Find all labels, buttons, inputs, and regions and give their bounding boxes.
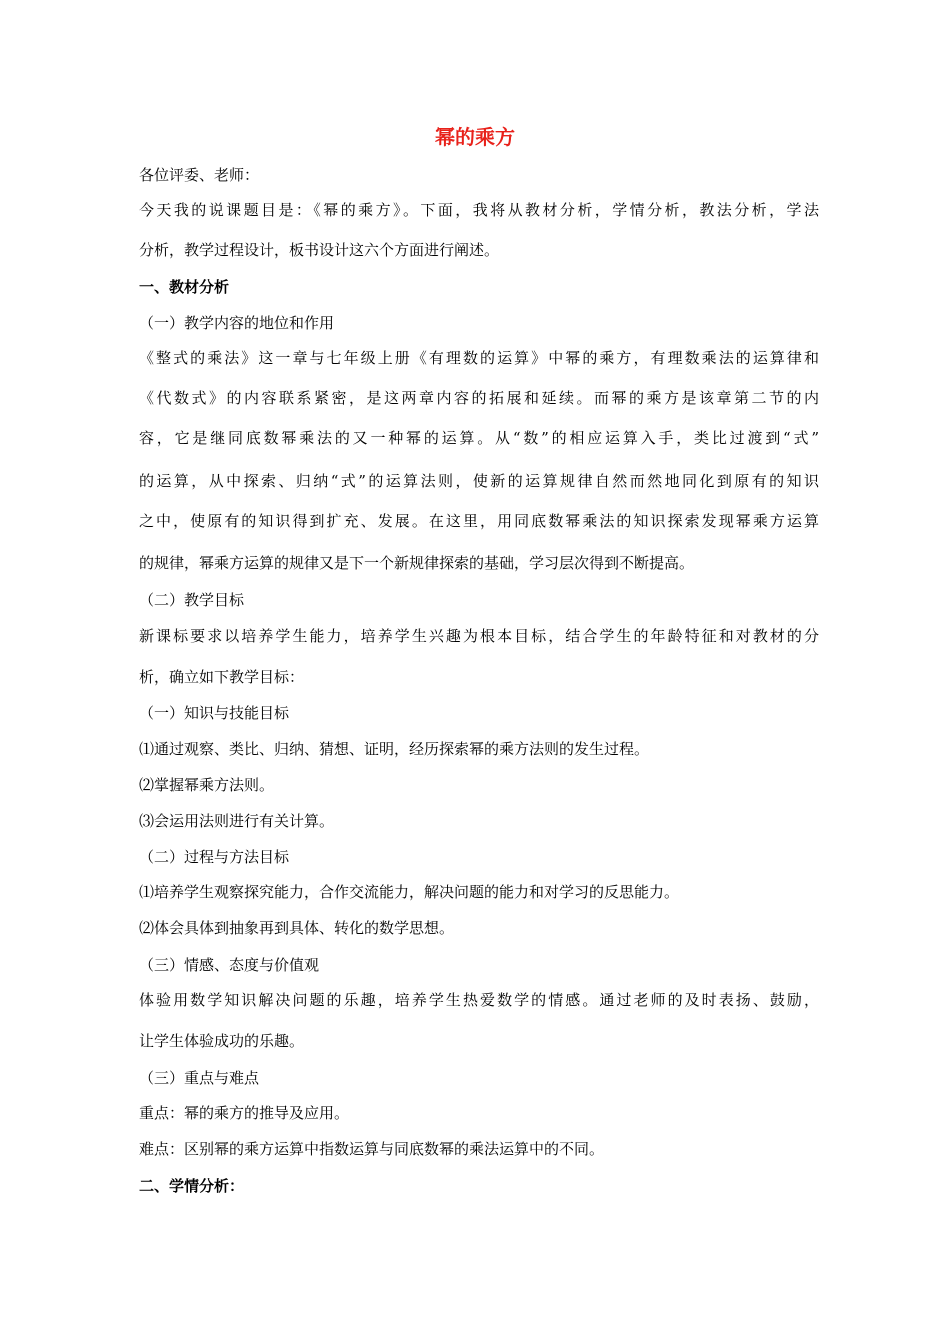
greeting: 各位评委、老师： [139, 166, 260, 184]
section1-heading: 一、教材分析 [139, 278, 230, 296]
paragraph-line: 析，确立如下教学目标： [139, 668, 305, 686]
section1-part2-heading: （二）教学目标 [139, 591, 245, 609]
paragraph-line: 《代数式》的内容联系紧密，是这两章内容的拓展和延续。而幂的乘方是该章第二节的内 [139, 389, 819, 407]
goal3-heading: （三）情感、态度与价值观 [139, 956, 320, 974]
paragraph-line: 新课标要求以培养学生能力，培养学生兴趣为根本目标，结合学生的年龄特征和对教材的分 [139, 627, 819, 645]
paragraph-line: 让学生体验成功的乐趣。 [139, 1032, 305, 1050]
intro-line-2: 分析，教学过程设计，板书设计这六个方面进行阐述。 [139, 241, 500, 259]
goal2-heading: （二）过程与方法目标 [139, 848, 290, 866]
paragraph-line: 之中，使原有的知识得到扩充、发展。在这里，用同底数幂乘法的知识探索发现幂乘方运算 [139, 512, 819, 530]
section1-part3-heading: （三）重点与难点 [139, 1069, 260, 1087]
key-point: 重点：幂的乘方的推导及应用。 [139, 1104, 350, 1122]
section2-heading: 二、学情分析： [139, 1177, 245, 1195]
list-item: ⑶会运用法则进行有关计算。 [139, 812, 335, 830]
list-item: ⑵掌握幂乘方法则。 [139, 776, 275, 794]
difficulty-point: 难点：区别幂的乘方运算中指数运算与同底数幂的乘法运算中的不同。 [139, 1140, 605, 1158]
goal1-heading: （一）知识与技能目标 [139, 704, 290, 722]
document-title: 幂的乘方 [435, 125, 515, 149]
list-item: ⑴通过观察、类比、归纳、猜想、证明，经历探索幂的乘方法则的发生过程。 [139, 740, 650, 758]
intro-line-1: 今天我的说课题目是：《幂的乘方》。下面，我将从教材分析，学情分析，教法分析，学法 [139, 201, 819, 219]
list-item: ⑵体会具体到抽象再到具体、转化的数学思想。 [139, 919, 455, 937]
list-item: ⑴培养学生观察探究能力，合作交流能力，解决问题的能力和对学习的反思能力。 [139, 883, 680, 901]
section1-part1-heading: （一）教学内容的地位和作用 [139, 314, 335, 332]
paragraph-line: 的规律，幂乘方运算的规律又是下一个新规律探索的基础，学习层次得到不断提高。 [139, 554, 695, 572]
paragraph-line: 《整式的乘法》这一章与七年级上册《有理数的运算》中幂的乘方，有理数乘法的运算律和 [139, 349, 819, 367]
paragraph-line: 容，它是继同底数幂乘法的又一种幂的运算。从“数”的相应运算入手，类比过渡到“式” [139, 429, 819, 447]
paragraph-line: 的运算，从中探索、归纳“式”的运算法则，使新的运算规律自然而然地同化到原有的知识 [139, 472, 819, 490]
paragraph-line: 体验用数学知识解决问题的乐趣，培养学生热爱数学的情感。通过老师的及时表扬、鼓励， [139, 991, 819, 1009]
